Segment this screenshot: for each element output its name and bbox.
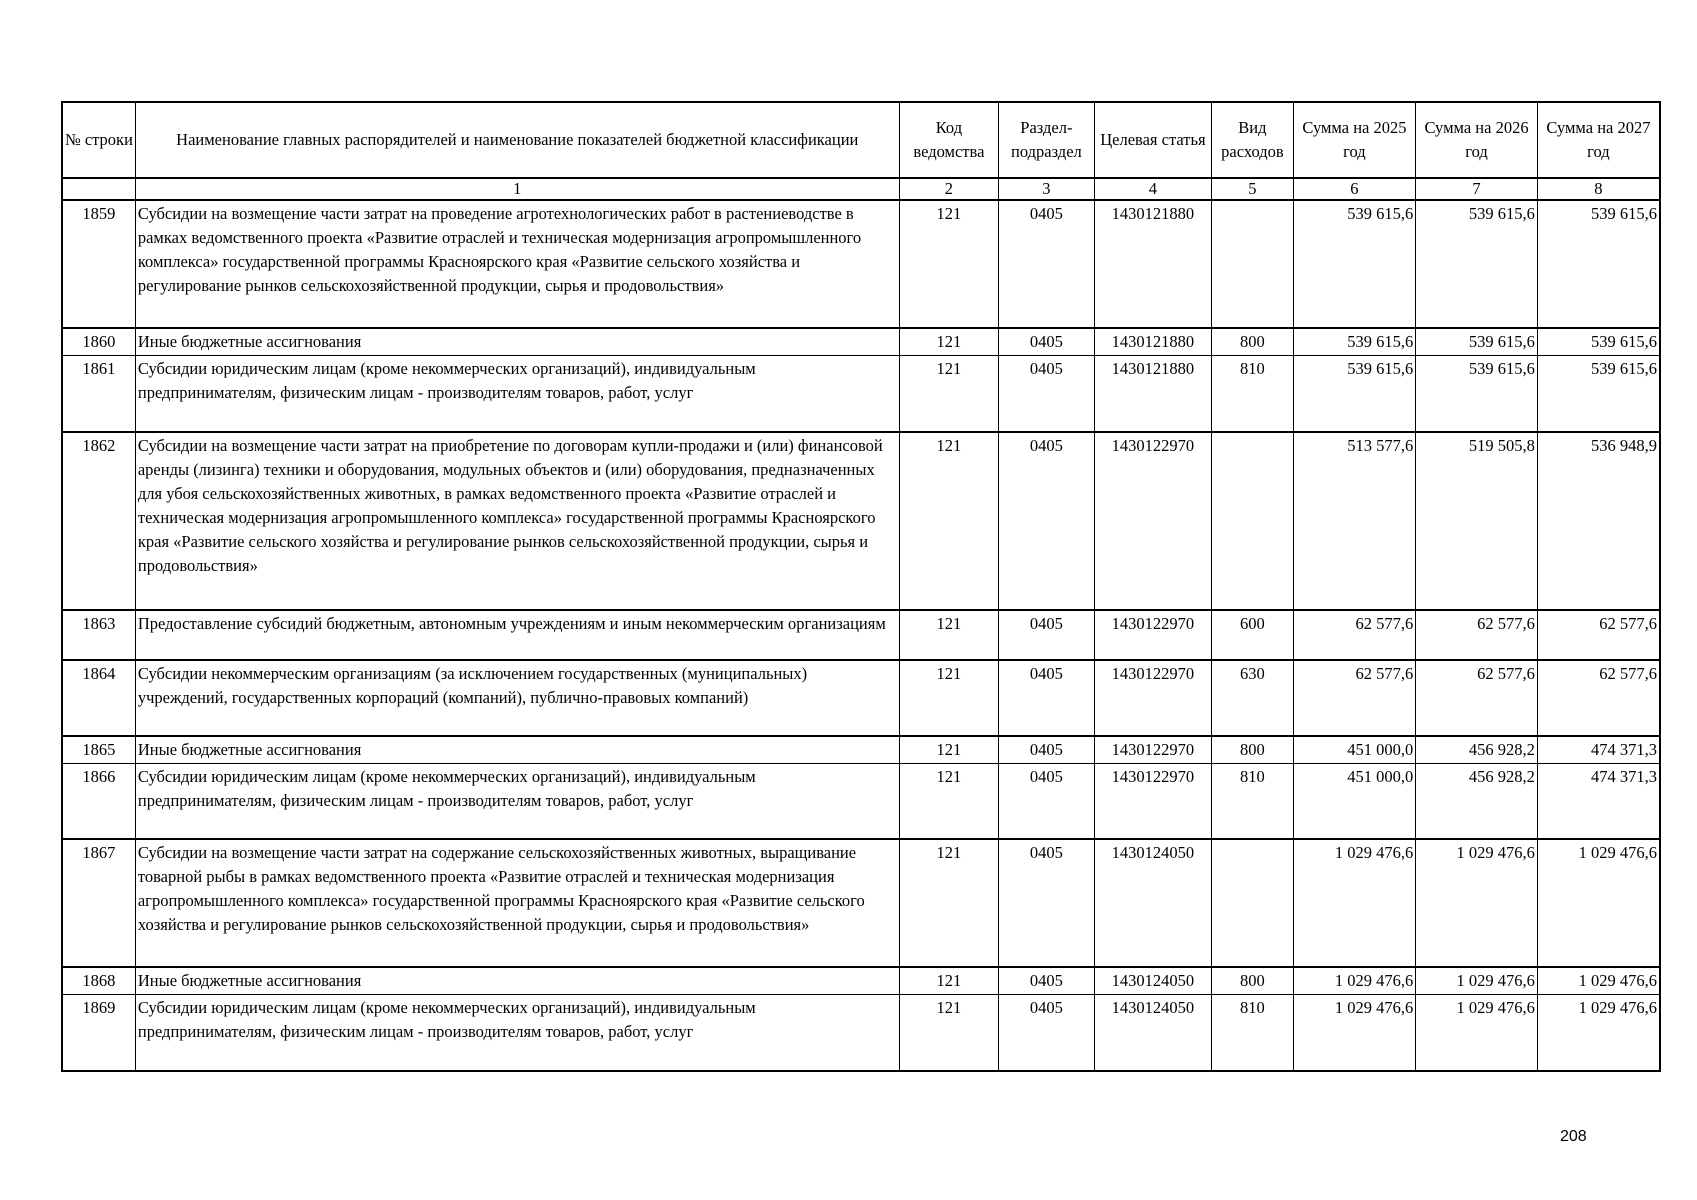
row-sum-2025: 1 029 476,6 <box>1293 995 1416 1071</box>
table-row <box>62 328 1660 356</box>
row-sum-2027: 539 615,6 <box>1537 328 1660 356</box>
row-sum-2025: 451 000,0 <box>1293 736 1416 764</box>
row-section: 0405 <box>999 763 1094 839</box>
row-number: 1868 <box>62 967 135 995</box>
row-target-item: 1430121880 <box>1094 356 1212 432</box>
header-section: Раздел-подраздел <box>999 102 1094 178</box>
row-expense-type: 800 <box>1212 328 1293 356</box>
row-sum-2027: 62 577,6 <box>1537 660 1660 736</box>
table-row <box>62 967 1660 995</box>
row-number: 1865 <box>62 736 135 764</box>
row-sum-2026: 456 928,2 <box>1416 736 1538 764</box>
row-number: 1859 <box>62 200 135 328</box>
table-row <box>62 432 1660 610</box>
row-section: 0405 <box>999 356 1094 432</box>
column-number: 1 <box>135 178 899 200</box>
header-name: Наименование главных распорядителей и наименование показателей бюджетной классификации <box>135 102 899 178</box>
header-sum-2026: Сумма на 2026 год <box>1416 102 1538 178</box>
column-number-blank <box>62 178 135 200</box>
row-number: 1861 <box>62 356 135 432</box>
column-numbering-row <box>62 178 1660 200</box>
row-dept-code: 121 <box>899 660 998 736</box>
row-number: 1860 <box>62 328 135 356</box>
column-number: 3 <box>999 178 1094 200</box>
row-sum-2025: 1 029 476,6 <box>1293 967 1416 995</box>
column-number: 8 <box>1537 178 1660 200</box>
row-dept-code: 121 <box>899 763 998 839</box>
row-dept-code: 121 <box>899 356 998 432</box>
table-row <box>62 763 1660 839</box>
row-name: Субсидии некоммерческим организациям (за исключением государственных (муниципальных) учреждений, государственных корпораций (компаний), публично-правовых компаний) <box>135 660 899 736</box>
row-sum-2025: 62 577,6 <box>1293 610 1416 660</box>
row-sum-2025: 513 577,6 <box>1293 432 1416 610</box>
table-row <box>62 200 1660 328</box>
row-number: 1862 <box>62 432 135 610</box>
row-name: Предоставление субсидий бюджетным, автономным учреждениям и иным некоммерческим организациям <box>135 610 899 660</box>
row-dept-code: 121 <box>899 839 998 967</box>
row-number: 1864 <box>62 660 135 736</box>
row-sum-2027: 536 948,9 <box>1537 432 1660 610</box>
row-expense-type <box>1212 200 1293 328</box>
row-sum-2026: 62 577,6 <box>1416 610 1538 660</box>
row-sum-2026: 62 577,6 <box>1416 660 1538 736</box>
row-expense-type: 810 <box>1212 356 1293 432</box>
row-expense-type: 630 <box>1212 660 1293 736</box>
row-target-item: 1430122970 <box>1094 763 1212 839</box>
row-number: 1863 <box>62 610 135 660</box>
column-number: 2 <box>899 178 998 200</box>
row-name: Иные бюджетные ассигнования <box>135 736 899 764</box>
row-dept-code: 121 <box>899 995 998 1071</box>
header-sum-2025: Сумма на 2025 год <box>1293 102 1416 178</box>
row-dept-code: 121 <box>899 200 998 328</box>
row-sum-2027: 1 029 476,6 <box>1537 967 1660 995</box>
row-name: Субсидии юридическим лицам (кроме некоммерческих организаций), индивидуальным предпринимателям, физическим лицам - производителям товаров, работ, услуг <box>135 356 899 432</box>
row-name: Субсидии на возмещение части затрат на приобретение по договорам купли-продажи и (или) финансовой аренды (лизинга) техники и оборудования, модульных объектов и (или) оборудования, предназначенных для убоя сельскохозяйственных животных, в рамках ведомственного проекта «Развитие отраслей и техническая модернизация агропромышленного комплекса» государственной программы Красноярского края «Развитие сельского хозяйства и регулирование рынков сельскохозяйственной продукции, сырья и продовольствия» <box>135 432 899 610</box>
row-sum-2025: 539 615,6 <box>1293 356 1416 432</box>
row-name: Субсидии на возмещение части затрат на содержание сельскохозяйственных животных, выращивание товарной рыбы в рамках ведомственного проекта «Развитие отраслей и техническая модернизация агропромышленного комплекса» государственной программы Красноярского края «Развитие сельского хозяйства и регулирование рынков сельскохозяйственной продукции, сырья и продовольствия» <box>135 839 899 967</box>
row-section: 0405 <box>999 995 1094 1071</box>
table-row <box>62 736 1660 764</box>
row-sum-2026: 1 029 476,6 <box>1416 967 1538 995</box>
row-dept-code: 121 <box>899 967 998 995</box>
column-number: 7 <box>1416 178 1538 200</box>
row-section: 0405 <box>999 432 1094 610</box>
row-expense-type: 810 <box>1212 763 1293 839</box>
row-target-item: 1430122970 <box>1094 610 1212 660</box>
header-row <box>62 102 1660 178</box>
row-expense-type: 800 <box>1212 736 1293 764</box>
row-name: Иные бюджетные ассигнования <box>135 328 899 356</box>
row-dept-code: 121 <box>899 328 998 356</box>
page-number: 208 <box>1560 1128 1587 1145</box>
row-number: 1869 <box>62 995 135 1071</box>
row-target-item: 1430124050 <box>1094 839 1212 967</box>
row-number: 1867 <box>62 839 135 967</box>
row-dept-code: 121 <box>899 610 998 660</box>
row-target-item: 1430122970 <box>1094 432 1212 610</box>
row-section: 0405 <box>999 328 1094 356</box>
row-name: Субсидии на возмещение части затрат на проведение агротехнологических работ в растениеводстве в рамках ведомственного проекта «Развитие отраслей и техническая модернизация агропромышленного комплекса» государственной программы Красноярского края «Развитие сельского хозяйства и регулирование рынков сельскохозяйственной продукции, сырья и продовольствия» <box>135 200 899 328</box>
table-row <box>62 995 1660 1071</box>
row-dept-code: 121 <box>899 736 998 764</box>
row-target-item: 1430122970 <box>1094 660 1212 736</box>
column-number: 5 <box>1212 178 1293 200</box>
header-target-item: Целевая статья <box>1094 102 1212 178</box>
row-sum-2026: 1 029 476,6 <box>1416 995 1538 1071</box>
row-section: 0405 <box>999 967 1094 995</box>
row-expense-type: 600 <box>1212 610 1293 660</box>
row-expense-type: 810 <box>1212 995 1293 1071</box>
row-section: 0405 <box>999 736 1094 764</box>
row-name: Субсидии юридическим лицам (кроме некоммерческих организаций), индивидуальным предпринимателям, физическим лицам - производителям товаров, работ, услуг <box>135 763 899 839</box>
row-section: 0405 <box>999 610 1094 660</box>
row-sum-2026: 456 928,2 <box>1416 763 1538 839</box>
row-name: Иные бюджетные ассигнования <box>135 967 899 995</box>
table-row <box>62 660 1660 736</box>
row-sum-2026: 539 615,6 <box>1416 200 1538 328</box>
row-expense-type <box>1212 839 1293 967</box>
header-sum-2027: Сумма на 2027 год <box>1537 102 1660 178</box>
header-expense-type: Вид расходов <box>1212 102 1293 178</box>
row-sum-2025: 1 029 476,6 <box>1293 839 1416 967</box>
row-name: Субсидии юридическим лицам (кроме некоммерческих организаций), индивидуальным предпринимателям, физическим лицам - производителям товаров, работ, услуг <box>135 995 899 1071</box>
row-sum-2027: 1 029 476,6 <box>1537 839 1660 967</box>
row-sum-2027: 474 371,3 <box>1537 763 1660 839</box>
table-row <box>62 839 1660 967</box>
row-sum-2027: 62 577,6 <box>1537 610 1660 660</box>
budget-table <box>61 101 1661 1072</box>
row-dept-code: 121 <box>899 432 998 610</box>
row-sum-2026: 519 505,8 <box>1416 432 1538 610</box>
table-row <box>62 356 1660 432</box>
row-sum-2026: 539 615,6 <box>1416 356 1538 432</box>
row-sum-2027: 539 615,6 <box>1537 356 1660 432</box>
header-dept-code: Код ведомства <box>899 102 998 178</box>
row-section: 0405 <box>999 660 1094 736</box>
header-row-number: № строки <box>62 102 135 178</box>
row-expense-type: 800 <box>1212 967 1293 995</box>
row-sum-2027: 539 615,6 <box>1537 200 1660 328</box>
row-number: 1866 <box>62 763 135 839</box>
row-sum-2027: 474 371,3 <box>1537 736 1660 764</box>
column-number: 6 <box>1293 178 1416 200</box>
row-target-item: 1430121880 <box>1094 328 1212 356</box>
row-expense-type <box>1212 432 1293 610</box>
row-sum-2026: 539 615,6 <box>1416 328 1538 356</box>
row-sum-2025: 539 615,6 <box>1293 328 1416 356</box>
row-sum-2025: 539 615,6 <box>1293 200 1416 328</box>
row-target-item: 1430124050 <box>1094 967 1212 995</box>
row-target-item: 1430124050 <box>1094 995 1212 1071</box>
table-row <box>62 610 1660 660</box>
row-sum-2026: 1 029 476,6 <box>1416 839 1538 967</box>
row-section: 0405 <box>999 200 1094 328</box>
row-target-item: 1430122970 <box>1094 736 1212 764</box>
row-sum-2027: 1 029 476,6 <box>1537 995 1660 1071</box>
row-sum-2025: 451 000,0 <box>1293 763 1416 839</box>
row-target-item: 1430121880 <box>1094 200 1212 328</box>
budget-table-container <box>61 101 1661 1072</box>
row-sum-2025: 62 577,6 <box>1293 660 1416 736</box>
row-section: 0405 <box>999 839 1094 967</box>
column-number: 4 <box>1094 178 1212 200</box>
